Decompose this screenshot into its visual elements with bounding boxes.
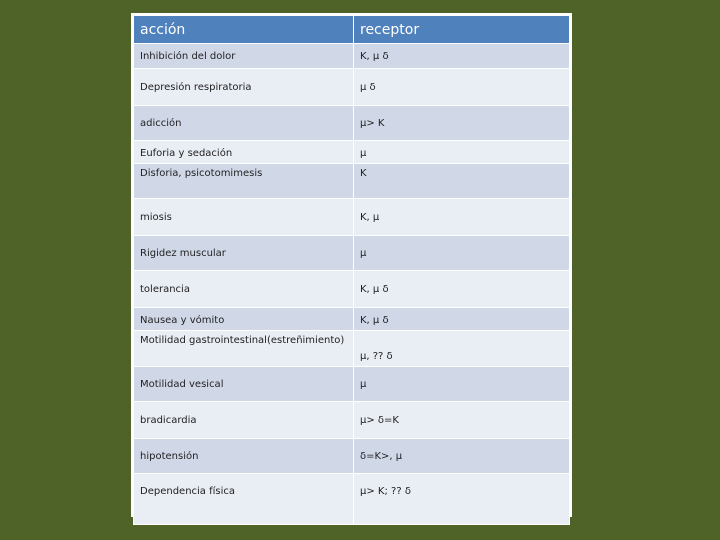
cell-receptor: K, μ δ [354, 44, 570, 69]
table-row [134, 308, 570, 331]
cell-receptor: μ [354, 141, 570, 164]
table-row [134, 367, 570, 402]
table-header-row [134, 16, 570, 44]
table-row [134, 402, 570, 439]
table-row [134, 236, 570, 271]
cell-receptor: μ> K [354, 106, 570, 141]
cell-accion: hipotensión [134, 439, 354, 474]
cell-accion: Nausea y vómito [134, 308, 354, 331]
cell-receptor: K, μ δ [354, 271, 570, 308]
table-row [134, 331, 570, 367]
cell-accion: Inhibición del dolor [134, 44, 354, 69]
cell-accion: bradicardia [134, 402, 354, 439]
table-row [134, 141, 570, 164]
cell-accion: Euforia y sedación [134, 141, 354, 164]
cell-receptor: μ [354, 367, 570, 402]
slide-content [131, 13, 572, 517]
table-row [134, 271, 570, 308]
table-row [134, 44, 570, 69]
cell-accion: adicción [134, 106, 354, 141]
header-receptor: receptor [354, 16, 570, 44]
cell-accion: tolerancia [134, 271, 354, 308]
cell-receptor: μ δ [354, 69, 570, 106]
table-row [134, 164, 570, 199]
cell-receptor: K, μ δ [354, 308, 570, 331]
cell-accion: Depresión respiratoria [134, 69, 354, 106]
cell-receptor: δ=K>, μ [354, 439, 570, 474]
table-row [134, 439, 570, 474]
cell-accion: Motilidad vesical [134, 367, 354, 402]
table-row [134, 474, 570, 525]
cell-accion: miosis [134, 199, 354, 236]
table-row [134, 106, 570, 141]
opioid-receptor-table [133, 15, 570, 525]
cell-receptor: K [354, 164, 570, 199]
header-accion: acción [134, 16, 354, 44]
table-row [134, 199, 570, 236]
cell-receptor: μ [354, 236, 570, 271]
cell-accion: Disforia, psicotomimesis [134, 164, 354, 199]
cell-receptor: K, μ [354, 199, 570, 236]
cell-accion: Dependencia física [134, 474, 354, 525]
cell-receptor: μ, ?? δ [354, 331, 570, 367]
cell-receptor: μ> δ=K [354, 402, 570, 439]
cell-accion: Motilidad gastrointestinal(estreñimiento) [134, 331, 354, 367]
table-row [134, 69, 570, 106]
cell-receptor: μ> K; ?? δ [354, 474, 570, 525]
cell-accion: Rigidez muscular [134, 236, 354, 271]
